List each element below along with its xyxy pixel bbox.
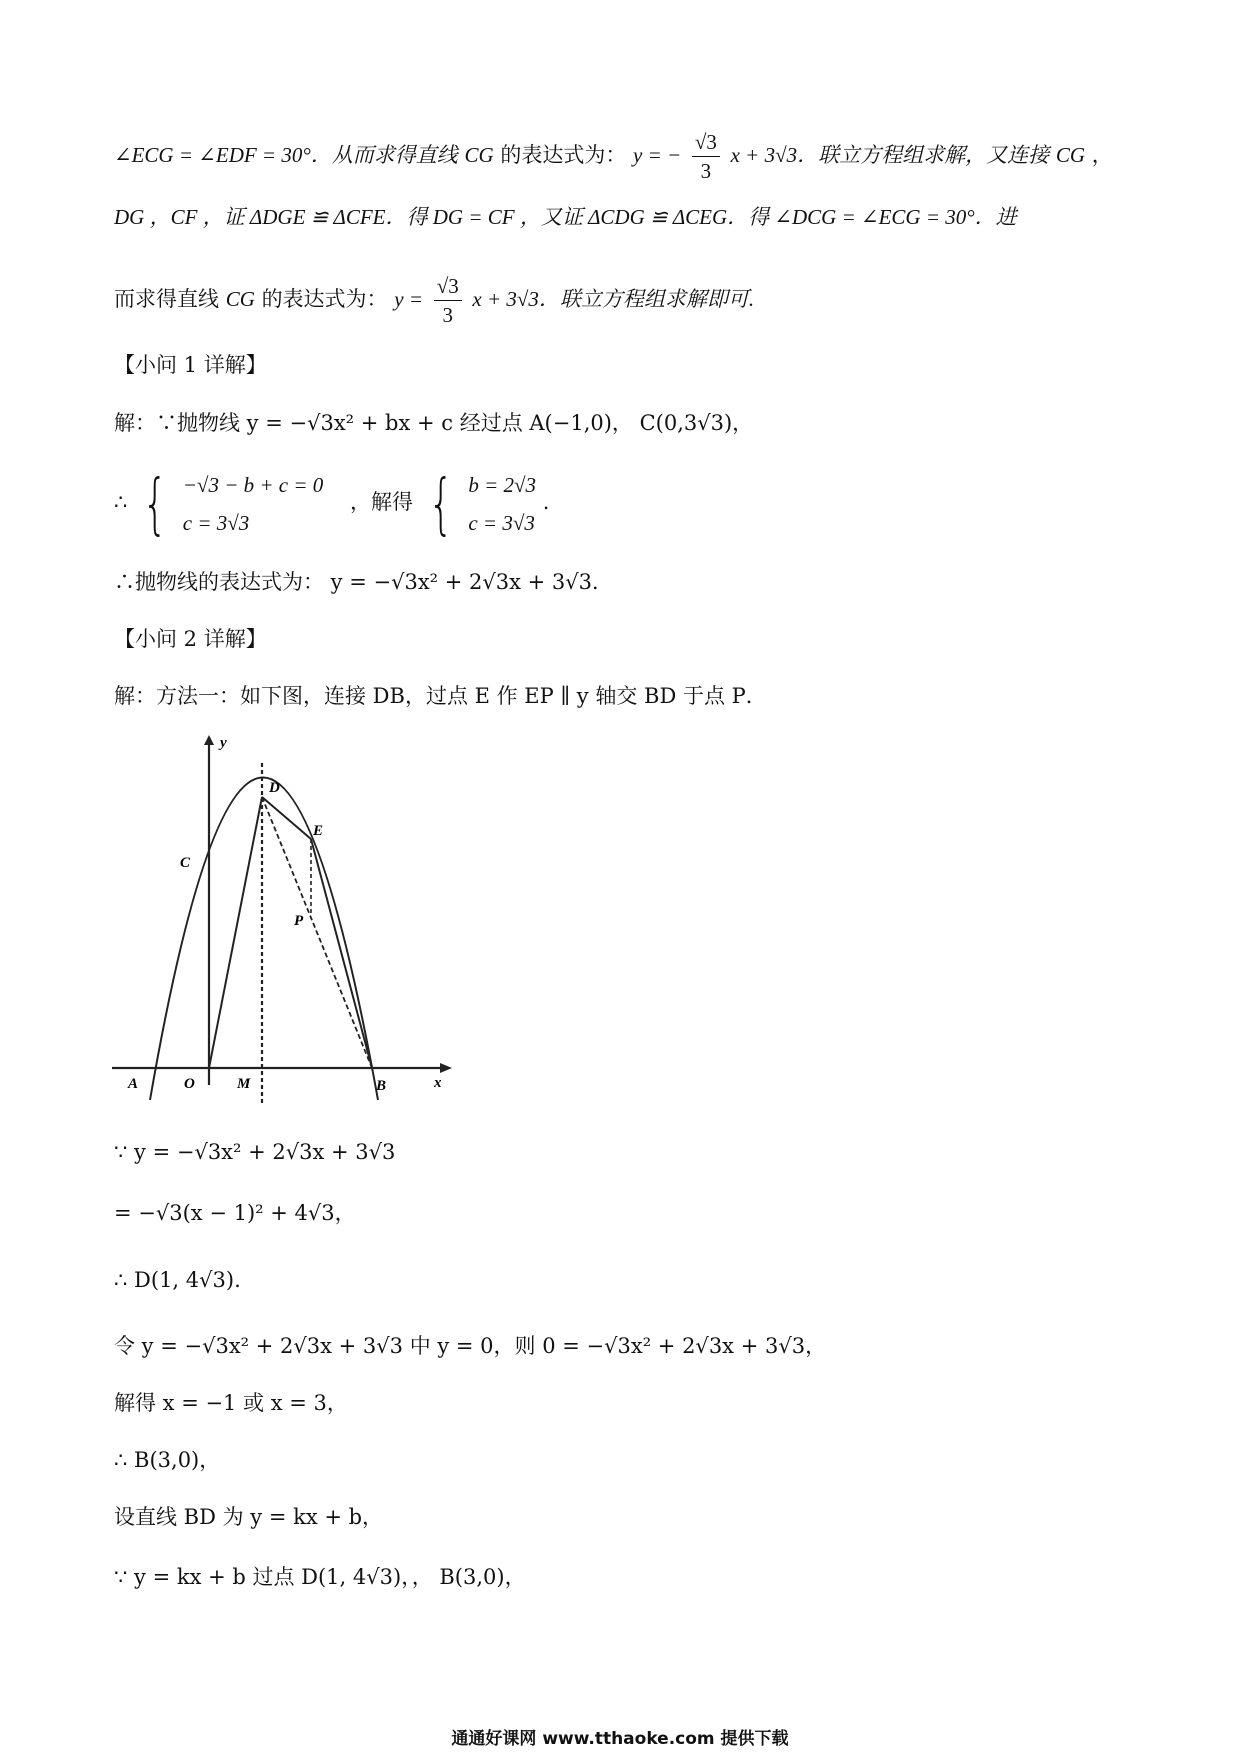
label-D: D xyxy=(269,780,280,796)
label-M: M xyxy=(237,1076,251,1092)
x-axis-arrow-icon xyxy=(440,1063,452,1073)
text-line-10: ∴ D(1, 4√3). xyxy=(114,1268,241,1292)
fraction-sqrt3-over-3-b: $\frac{√3}{3}$ xyxy=(434,272,462,329)
page-footer: 通通好课网 www.tthaoke.com 提供下载 xyxy=(451,1729,789,1749)
parabola-figure xyxy=(112,735,452,1105)
parabola-curve xyxy=(150,778,378,1101)
section-heading-1: 【小问 1 详解】 xyxy=(114,353,267,377)
text-line-8: ∵ y = −√3x² + 2√3x + 3√3 xyxy=(114,1140,396,1164)
text-line-14: 设直线 BD 为 y = kx + b， xyxy=(114,1505,384,1529)
left-brace: { xyxy=(142,464,168,542)
segment-EB xyxy=(311,839,372,1068)
label-x: x xyxy=(434,1075,442,1091)
text-line-1: ∠ECG = ∠EDF = 30°．从而求得直线 CG 的表达式为： y = − $\frac{√3}{3}$ x + 3√3．联立方程组求解，又连接 CG ， xyxy=(114,130,1113,183)
text-line-7: 解：方法一：如下图，连接 DB，过点 E 作 EP ∥ y 轴交 BD 于点 P． xyxy=(114,684,767,708)
section-heading-2: 【小问 2 详解】 xyxy=(114,627,267,651)
text-line-15: ∵ y = kx + b 过点 D(1, 4√3)，， B(3,0)， xyxy=(114,1565,526,1589)
text-line-11: 令 y = −√3x² + 2√3x + 3√3 中 y = 0，则 0 = −√3x² + 2√3x + 3√3， xyxy=(114,1334,827,1358)
label-B: B xyxy=(376,1078,387,1094)
equation-system: ∴ { −√3 − b + c = 0 c = 3√3 ，解得 { b = 2√3 c = 3√3 . xyxy=(114,464,550,542)
y-axis-arrow-icon xyxy=(204,735,214,745)
fraction-sqrt3-over-3: $\frac{√3}{3}$ xyxy=(692,128,720,185)
label-y: y xyxy=(220,735,227,751)
label-P: P xyxy=(294,913,304,929)
text-line-2: DG ，CF ，证 ΔDGE ≌ ΔCFE．得 DG = CF ，又证 ΔCDG ≌ ΔCEG．得 ∠DCG = ∠ECG = 30°．进 xyxy=(114,205,1017,229)
text-line-9: = −√3(x − 1)² + 4√3， xyxy=(114,1201,356,1225)
left-brace-2: { xyxy=(428,464,454,542)
text-line-12: 解得 x = −1 或 x = 3， xyxy=(114,1391,348,1415)
label-O: O xyxy=(184,1076,195,1092)
text-line-6: ∴抛物线的表达式为： y = −√3x² + 2√3x + 3√3． xyxy=(114,570,614,594)
label-C: C xyxy=(180,855,191,871)
label-E: E xyxy=(313,823,324,839)
text-line-13: ∴ B(3,0)， xyxy=(114,1448,221,1472)
label-A: A xyxy=(128,1076,139,1092)
text-line-3: 而求得直线 CG 的表达式为： y = $\frac{√3}{3}$ x + 3√3．联立方程组求解即可. xyxy=(114,274,755,327)
segment-OD xyxy=(209,797,262,1068)
text-line-4: 解：∵抛物线 y = −√3x² + bx + c 经过点 A(−1,0)， C(0,3√3)， xyxy=(114,411,754,435)
